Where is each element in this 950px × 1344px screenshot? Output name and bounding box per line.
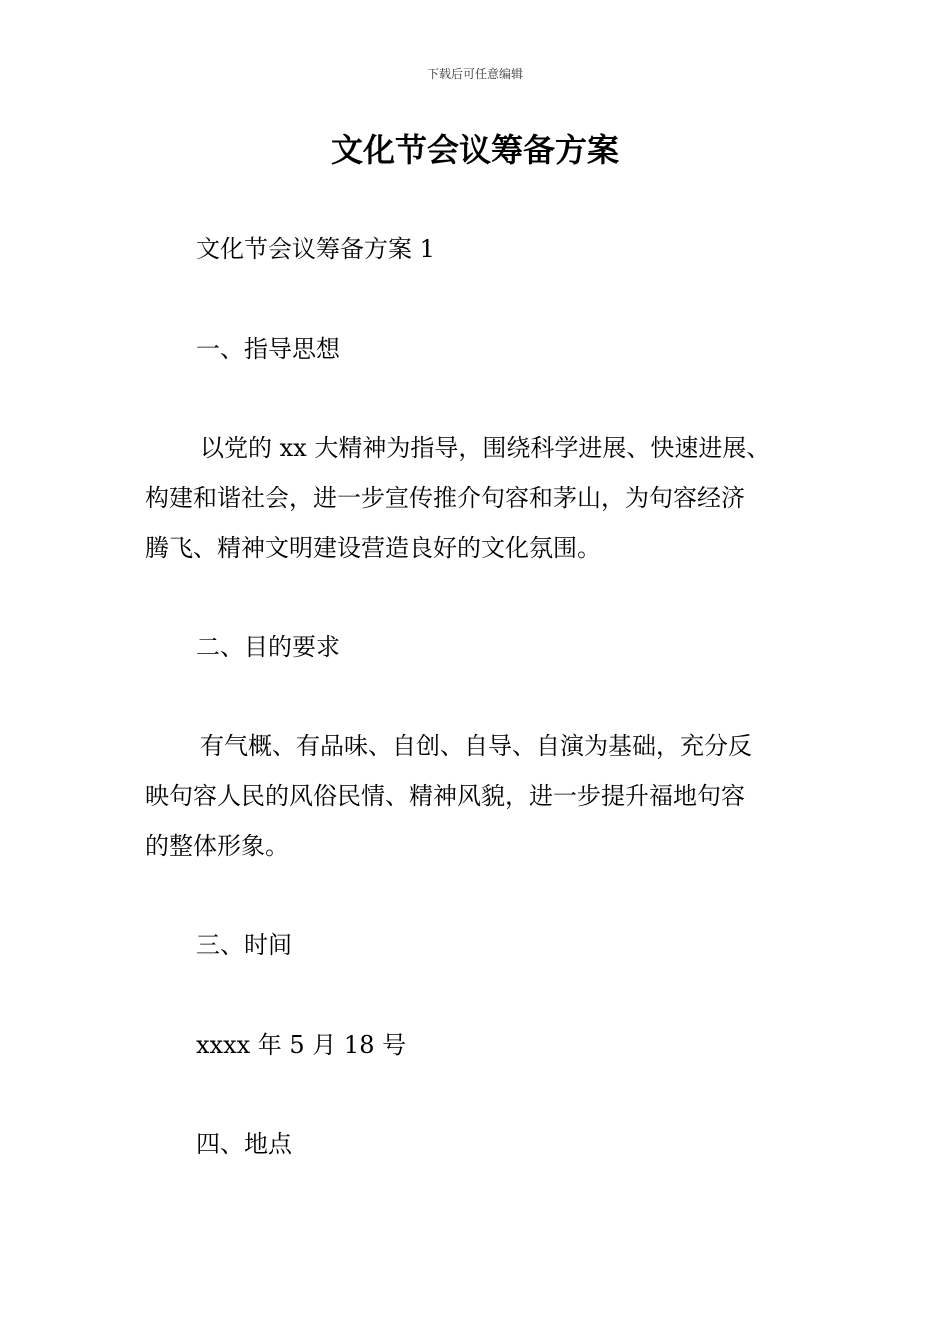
section-paragraph-guiding-ideology	[145, 423, 810, 573]
section-heading-location: 四、地点	[196, 1130, 292, 1158]
paragraph-line: 的整体形象。	[145, 832, 289, 860]
document-title: 文化节会议筹备方案	[330, 131, 619, 169]
paragraph-line: 以党的 xx 大精神为指导，围绕科学进展、快速进展、	[200, 434, 771, 462]
paragraph-line: 映句容人民的风俗民情、精神风貌，进一步提升福地句容	[145, 782, 745, 810]
paragraph-line: 腾飞、精神文明建设营造良好的文化氛围。	[145, 534, 601, 562]
section-value-date: xxxx 年 5 月 18 号	[196, 1031, 407, 1059]
section-heading-objectives: 二、目的要求	[196, 633, 340, 661]
header-note: 下载后可任意编辑	[426, 67, 523, 81]
section-heading-guiding-ideology: 一、指导思想	[196, 335, 340, 363]
document-subtitle: 文化节会议筹备方案 1	[196, 235, 435, 263]
paragraph-line: 构建和谐社会，进一步宣传推介句容和茅山，为句容经济	[145, 484, 745, 512]
paragraph-line: 有气概、有品味、自创、自导、自演为基础，充分反	[200, 732, 752, 760]
section-paragraph-objectives	[145, 721, 810, 871]
section-heading-time: 三、时间	[196, 931, 292, 959]
